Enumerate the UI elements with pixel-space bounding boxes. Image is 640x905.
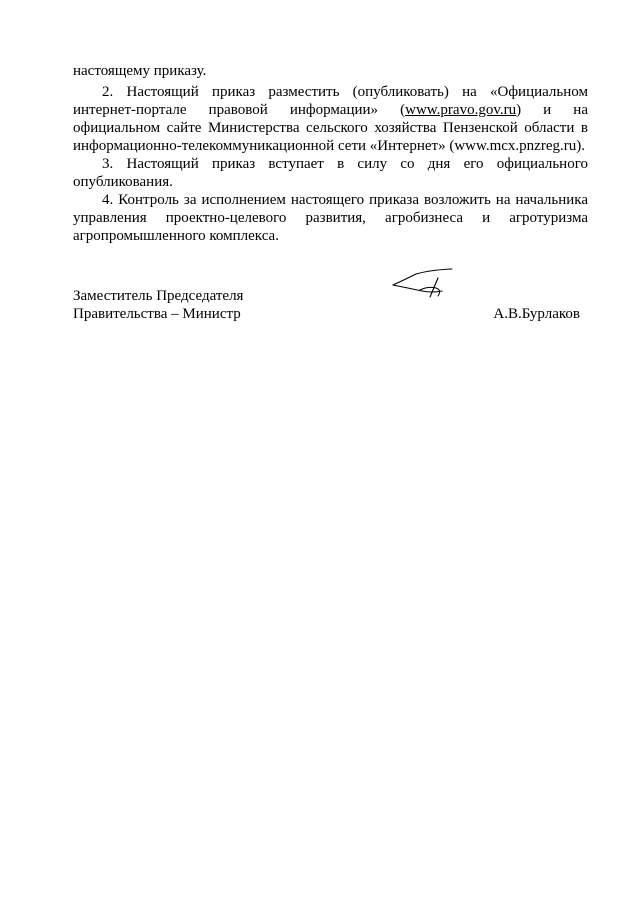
text-line: управления проектно-целевого развития, агробизнеса и агротуризма [73,210,588,226]
paragraph-1-tail [73,62,588,80]
text-line-with-link [73,101,588,119]
signatory-name: А.В.Бурлаков [493,306,580,322]
handwritten-signature [390,266,456,302]
text-line: опубликования. [73,174,173,190]
paragraph-3 [73,155,588,191]
paragraph-4 [73,191,588,245]
position-line: Заместитель Председателя [73,288,244,304]
text-fragment: интернет-портале правовой информации» ( [73,102,406,118]
text-line: 3. Настоящий приказ вступает в силу со дня его официального [102,156,588,172]
text-line: информационно-телекоммуникационной сети «Интернет» (www.mcx.pnzreg.ru). [73,138,585,154]
signatory-position [73,287,333,323]
position-line: Правительства – Министр [73,306,241,322]
text-line: настоящему приказу. [73,63,207,79]
text-fragment: ) и на [516,102,588,118]
text-line: 2. Настоящий приказ разместить (опубликовать) на «Официальном [102,84,588,100]
paragraph-2 [73,83,588,155]
pravo-link[interactable]: www.pravo.gov.ru [405,102,517,118]
text-line: официальном сайте Министерства сельского хозяйства Пензенской области в [73,120,588,136]
text-line: агропромышленного комплекса. [73,228,279,244]
text-line: 4. Контроль за исполнением настоящего приказа возложить на начальника [102,192,588,208]
